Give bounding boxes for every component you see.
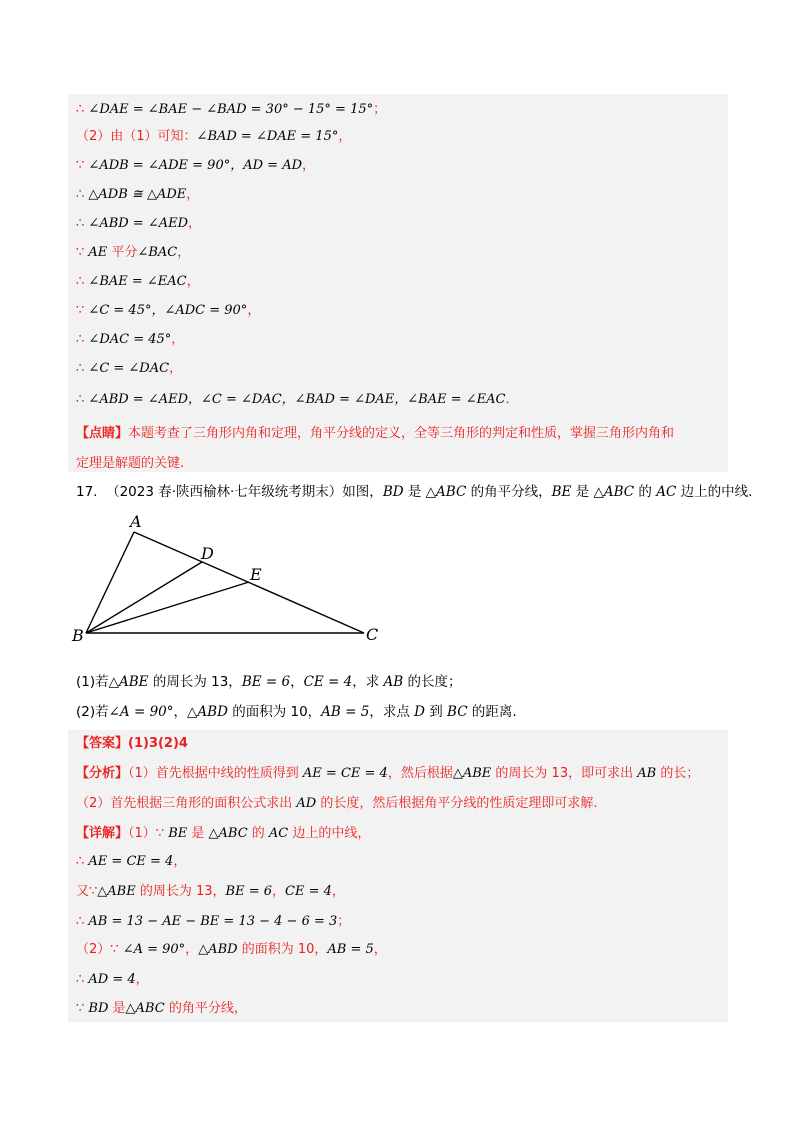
detail-line-2: ∴ AE = CE = 4， (76, 854, 187, 869)
detail-line-5: （2）∵ ∠A = 90°，△ABD 的面积为 10，AB = 5， (76, 942, 387, 957)
triangle-figure (68, 512, 398, 647)
solution-line-sym: ∴ (76, 361, 85, 376)
solution-line (76, 243, 730, 263)
solution-line-tail: ， (171, 332, 185, 347)
solution-line-tail: ， (177, 245, 191, 260)
solution-line (76, 390, 730, 410)
solution-line-math: ∠ABD = ∠AED (88, 216, 189, 231)
solution-line-tail: ， (169, 361, 183, 376)
solution-line-sym: ∵ (76, 245, 85, 260)
solution-line-tail: ， (302, 158, 316, 173)
solution-line-tail: ， (338, 129, 352, 144)
answer-value: (1)3(2)4 (128, 736, 188, 751)
detail-line-6: ∴ AD = 4， (76, 972, 149, 987)
solution-line-pre: （2）由（1）可知： (76, 129, 197, 144)
solution-line-math: ∠BAE = ∠EAC (88, 274, 187, 289)
solution-line (76, 100, 730, 120)
solution-line-math: ∠ADB = ∠ADE = 90°，AD = AD (88, 158, 303, 173)
analysis-line-1: 【分析】（1）首先根据中线的性质得到 AE = CE = 4，然后根据△ABE 的周长为 13，即可求出 AB 的长； (76, 766, 700, 781)
detail-line-1: 【详解】（1）∵ BE 是 △ABC 的 AC 边上的中线， (76, 826, 371, 841)
solution-line-sym: ∵ (76, 303, 85, 318)
solution-line (76, 185, 730, 205)
detail-line-3: 又∵△ABE 的周长为 13，BE = 6，CE = 4， (76, 884, 345, 899)
solution-line (76, 127, 730, 147)
solution-line-math: ∠C = ∠DAC (88, 361, 170, 376)
solution-line-sym: ∴ (76, 274, 85, 289)
question-part-1: (1)若△ABE 的周长为 13，BE = 6，CE = 4，求 AB 的长度； (76, 674, 462, 690)
comment-text-2: 定理是解题的关键. (76, 456, 185, 471)
label-b: B (72, 626, 84, 645)
label-a: A (130, 512, 142, 531)
comment-text-1: 本题考查了三角形内角和定理，角平分线的定义，全等三角形的判定和性质，掌握三角形内角和 (128, 426, 675, 441)
question-17-stem: 17. （2023 春·陕西榆林·七年级统考期末）如图，BD 是 △ABC 的角平分线，BE 是 △ABC 的 AC 边上的中线. (76, 484, 753, 500)
solution-line-math: ∠BAD = ∠DAE = 15° (196, 129, 339, 144)
solution-line-sym: ∴ (76, 187, 85, 202)
solution-line-math: △ADB ≅ △ADE (88, 187, 187, 202)
solution-line-sym: ∴ (76, 392, 85, 407)
solution-line-math: ∠C = 45°，∠ADC = 90° (88, 303, 248, 318)
solution-line-math: ∠DAE = ∠BAE − ∠BAD = 30° − 15° = 15° (88, 102, 374, 117)
solution-line-sym: ∴ (76, 102, 85, 117)
comment-label: 【点睛】 (76, 426, 129, 441)
solution-line-tail: ， (247, 303, 261, 318)
detail-line-4: ∴ AB = 13 − AE − BE = 13 − 4 − 6 = 3； (76, 914, 351, 929)
label-c: C (366, 625, 379, 644)
solution-line (76, 156, 730, 176)
question-part-2: (2)若∠A = 90°，△ABD 的面积为 10，AB = 5，求点 D 到 BC 的距离. (76, 704, 517, 720)
label-d: D (201, 544, 214, 563)
solution-line-math: ∠DAC = 45° (88, 332, 172, 347)
analysis-line-2: （2）首先根据三角形的面积公式求出 AD 的长度，然后根据角平分线的性质定理即可求解. (76, 796, 598, 811)
solution-line-tail: ， (188, 216, 202, 231)
comment-line-1 (76, 424, 730, 444)
solution-line (76, 272, 730, 292)
solution-line-sym: ∵ (76, 158, 85, 173)
segment-be (86, 582, 249, 633)
solution-line (76, 214, 730, 234)
solution-line-tail: ． (505, 392, 519, 407)
solution-line (76, 301, 730, 321)
solution-line-sym: ∴ (76, 332, 85, 347)
solution-line-math: AE (88, 245, 108, 260)
solution-line-math: ∠ABD = ∠AED，∠C = ∠DAC，∠BAD = ∠DAE，∠BAE = ∠EAC (88, 392, 506, 407)
answer-line: 【答案】(1)3(2)4 (76, 736, 188, 751)
solution-line-sym: ∴ (76, 216, 85, 231)
solution-line (76, 359, 730, 379)
solution-line-tail: ， (186, 187, 200, 202)
detail-line-7: ∵ BD 是△ABC 的角平分线， (76, 1001, 247, 1016)
solution-line-tail: ； (373, 102, 387, 117)
solution-line (76, 330, 730, 350)
solution-line-tail: ， (186, 274, 200, 289)
label-e: E (250, 565, 262, 584)
comment-line-2 (76, 454, 730, 474)
solution-line-mid: 平分 (107, 245, 138, 260)
solution-line-math2: ∠BAC (137, 245, 178, 260)
